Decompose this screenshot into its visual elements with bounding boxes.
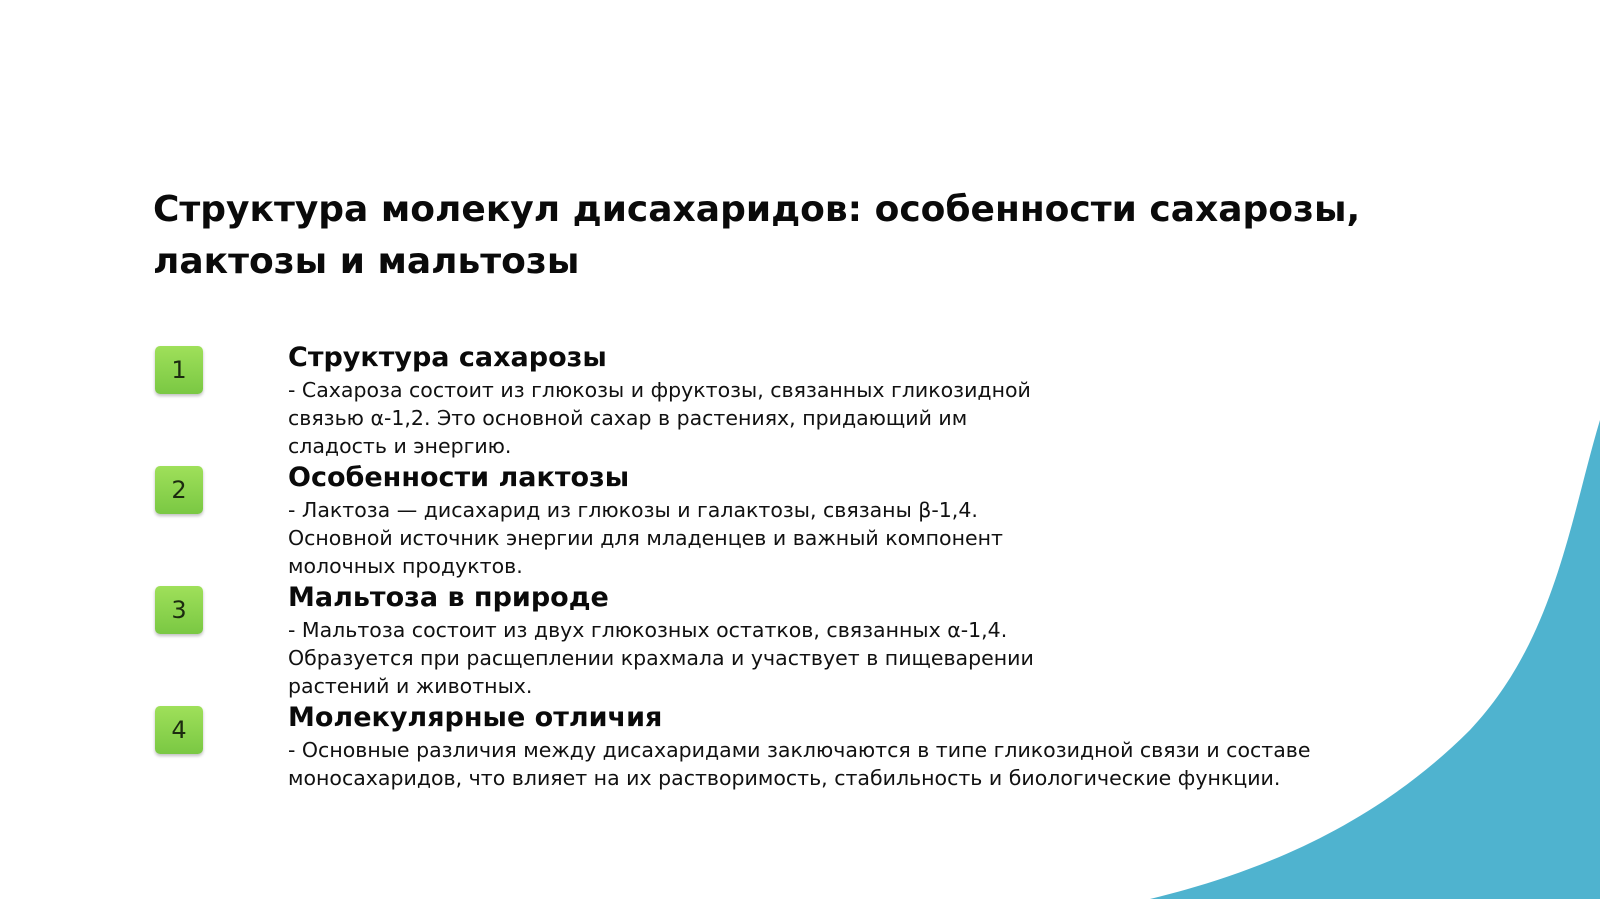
number-badge: 2 xyxy=(155,466,203,514)
list-item-content xyxy=(288,340,1031,460)
list-item-description: - Мальтоза состоит из двух глюкозных остатков, связанных α-1,4. Образуется при расщеплении крахмала и участвует в пищеварении растений и животных. xyxy=(288,618,1034,698)
list-item-title: Особенности лактозы xyxy=(288,462,630,493)
slide-title: Структура молекул дисахаридов: особенности сахарозы, лактозы и мальтозы xyxy=(153,189,1361,282)
list-item-description: - Основные различия между дисахаридами заключаются в типе гликозидной связи и составе моносахаридов, что влияет на их растворимость, стабильность и биологические функции. xyxy=(288,738,1311,790)
list-item-title: Мальтоза в природе xyxy=(288,582,609,613)
list-item-content xyxy=(288,460,1003,580)
list-item-description: - Лактоза — дисахарид из глюкозы и галактозы, связаны β-1,4. Основной источник энергии для младенцев и важный компонент молочных продуктов. xyxy=(288,498,1003,578)
list-item-title: Структура сахарозы xyxy=(288,342,607,373)
number-badge: 3 xyxy=(155,586,203,634)
number-badge: 4 xyxy=(155,706,203,754)
list-item-title: Молекулярные отличия xyxy=(288,702,663,733)
number-badge: 1 xyxy=(155,346,203,394)
list-item-content xyxy=(288,580,1034,700)
list-item-content xyxy=(288,700,1310,792)
list-item-description: - Сахароза состоит из глюкозы и фруктозы, связанных гликозидной связью α-1,2. Это основной сахар в растениях, придающий им сладость и энергию. xyxy=(288,378,1031,458)
